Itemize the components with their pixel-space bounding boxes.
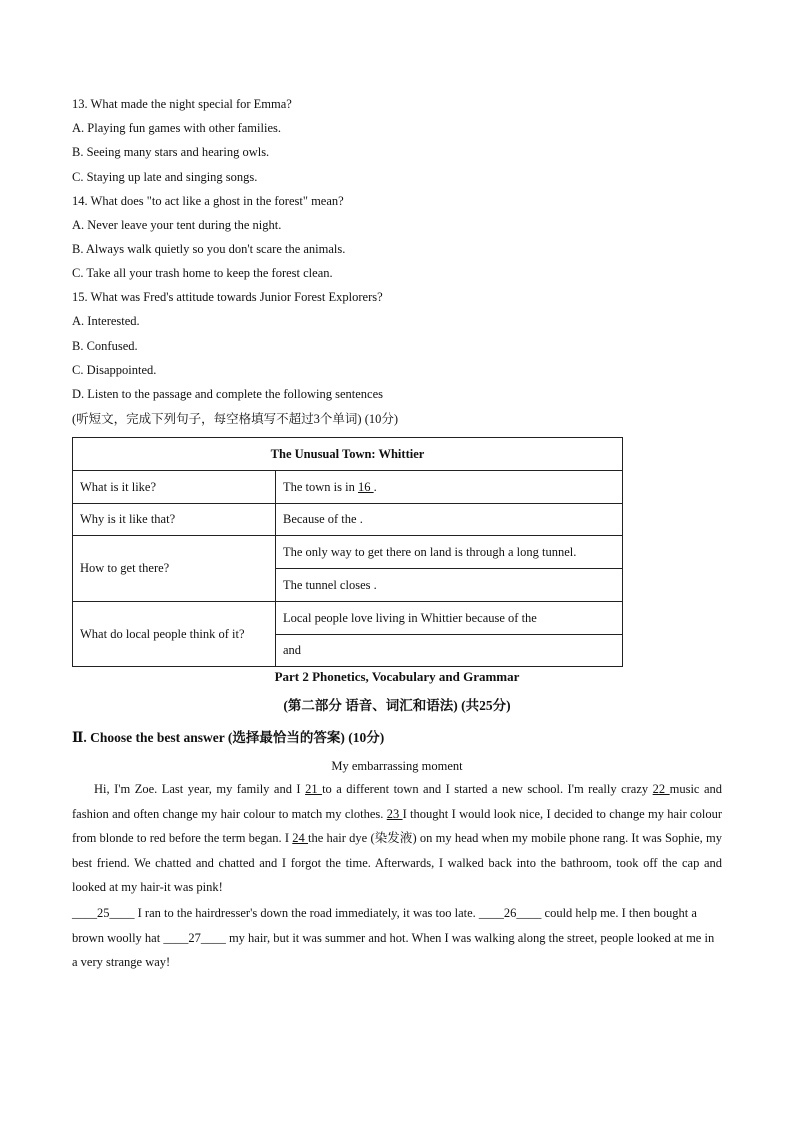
table-question-1: What is it like? <box>73 471 276 504</box>
q15-question: 15. What was Fred's attitude towards Junior Forest Explorers? <box>72 290 383 304</box>
table-question-3: How to get there? <box>73 536 276 602</box>
q13-question: 13. What made the night special for Emma? <box>72 97 292 111</box>
q15-option-b: B. Confused. <box>72 339 138 353</box>
q14-option-a: A. Never leave your tent during the night. <box>72 218 282 232</box>
q14-question: 14. What does "to act like a ghost in the forest" mean? <box>72 194 344 208</box>
table-answer-3a: The only way to get there on land is through a long tunnel. <box>276 536 623 569</box>
blank-24: 24 <box>292 831 309 845</box>
blank-23: 23 <box>386 806 403 821</box>
section-d-instruction-cn: (听短文，完成下列句子，每空格填写不超过3个单词) (10分) <box>72 412 399 426</box>
section2-title: Ⅱ. Choose the best answer (选择最恰当的答案) (10分) <box>72 730 385 745</box>
table-answer-1: The town is in 16 . <box>276 471 623 504</box>
passage-paragraph-1: Hi, I'm Zoe. Last year, my family and I 21 to a different town and I started a new school. I'm really crazy 22 music and fashion and often change my hair colour to match my clothes. 23 I thought I would look nice, I decided to change my hair colour from blonde to red before the term began. I 24 the hair dye (染发液) on my head when my mobile phone rang. It was Sophie, my best friend. We chatted and chatted and I forgot the time. Afterwards, I walked back into the bathroom, took off the cap and looked at my hair-it was pink! <box>72 782 723 894</box>
part2-title: Part 2 Phonetics, Vocabulary and Grammar <box>274 669 520 684</box>
passage-title: My embarrassing moment <box>331 759 463 773</box>
q13-option-a: A. Playing fun games with other families. <box>72 121 281 135</box>
q13-option-c: C. Staying up late and singing songs. <box>72 170 258 184</box>
passage-paragraph-2: ____25____ I ran to the hairdresser's down the road immediately, it was too late. ____26____ could help me. I then bought a brown woolly hat ____27____ my hair, but it was summer and hot. When I was walking along the street, people looked at me in a very strange way! <box>72 906 715 969</box>
blank-26: ____26____ <box>478 906 542 920</box>
section-d-instruction: D. Listen to the passage and complete the following sentences <box>72 387 384 401</box>
table-answer-4a: Local people love living in Whittier because of the <box>276 602 623 635</box>
whittier-table <box>72 437 623 667</box>
q15-option-a: A. Interested. <box>72 314 140 328</box>
table-title: The Unusual Town: Whittier <box>73 438 623 471</box>
part2-subtitle: (第二部分 语音、词汇和语法) (共25分) <box>283 698 511 713</box>
blank-22: 22 <box>652 782 670 796</box>
blank-21: 21 <box>305 782 323 796</box>
q14-option-b: B. Always walk quietly so you don't scare the animals. <box>72 242 346 256</box>
blank-25: ____25____ <box>72 906 135 920</box>
table-answer-3b: The tunnel closes . <box>276 569 623 602</box>
q13-option-b: B. Seeing many stars and hearing owls. <box>72 145 270 159</box>
table-question-2: Why is it like that? <box>73 504 276 536</box>
q15-option-c: C. Disappointed. <box>72 363 157 377</box>
table-answer-4b: and <box>276 635 623 667</box>
table-question-4: What do local people think of it? <box>73 602 276 667</box>
blank-16: 16 <box>358 479 374 494</box>
q14-option-c: C. Take all your trash home to keep the forest clean. <box>72 266 333 280</box>
blank-27: ____27____ <box>163 930 226 945</box>
table-answer-2: Because of the . <box>276 504 623 536</box>
